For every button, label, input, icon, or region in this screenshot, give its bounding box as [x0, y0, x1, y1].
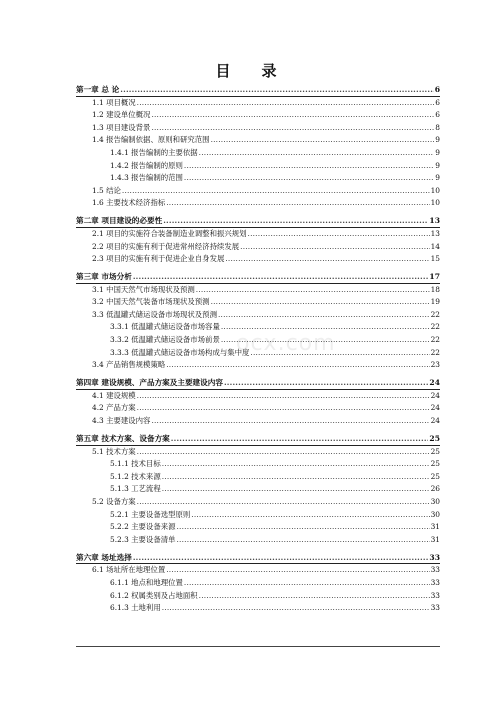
toc-entry-page: 9 [435, 147, 440, 157]
toc-entry-label: 1.4.2 报告编制的原则 [110, 160, 183, 170]
toc-dot-leader [196, 284, 430, 297]
toc-entry[interactable] [76, 296, 440, 309]
toc-entry-label: 3.1 中国天然气市场现状及预测 [92, 284, 195, 294]
toc-entry[interactable] [76, 172, 440, 185]
toc-entry-label: 5.1 技术方案 [92, 446, 136, 456]
toc-entry-label: 3.3 低温罐式储运设备市场现状及预测 [92, 309, 217, 319]
toc-entry-page: 6 [434, 85, 440, 94]
toc-dot-leader [162, 483, 430, 496]
toc-entry-page: 10 [430, 185, 440, 195]
toc-entry-label: 5.1.3 工艺流程 [110, 484, 161, 494]
toc-entry[interactable] [76, 284, 440, 297]
toc-entry-label: 3.3.2 低温罐式储运设备市场前景 [110, 335, 220, 345]
toc-entry[interactable] [76, 334, 440, 347]
toc-entry-label: 1.2 建设单位概况 [92, 110, 151, 120]
toc-entry-label: 5.2 设备方案 [92, 496, 136, 506]
toc-entry-label: 5.1.1 技术目标 [110, 459, 161, 469]
toc-dot-leader [225, 253, 429, 266]
toc-entry-label: 6.1 场址所在地理位置 [92, 565, 166, 575]
toc-entry[interactable] [76, 228, 440, 241]
toc-dot-leader [221, 321, 430, 334]
toc-entry-page: 9 [435, 173, 440, 183]
toc-entry-page: 33 [429, 552, 440, 562]
toc-entry-label: 1.4 报告编制依据、原则和研究范围 [92, 135, 210, 145]
toc-dot-leader [199, 590, 430, 603]
toc-entry-label: 1.1 项目概况 [92, 97, 136, 107]
page-title: 目 录 [215, 62, 285, 80]
toc-dot-leader [162, 602, 430, 615]
toc-entry-label: 2.3 项目的实施有利于促进企业自身发展 [92, 254, 225, 264]
toc-entry[interactable] [76, 134, 440, 147]
toc-entry[interactable] [76, 347, 440, 360]
toc-entry-page: 33 [430, 577, 440, 587]
toc-entry[interactable] [76, 185, 440, 198]
toc-entry-label: 4.2 产品方案 [92, 403, 136, 413]
toc-dot-leader [166, 197, 429, 210]
footer-divider [76, 646, 440, 647]
toc-dot-leader [199, 147, 435, 160]
toc-chapter-entry[interactable] [76, 215, 440, 228]
toc-entry-label: 第五章 技术方案、设备方案 [76, 434, 170, 443]
toc-entry[interactable] [76, 147, 440, 160]
toc-entry[interactable] [76, 160, 440, 173]
toc-entry-page: 25 [430, 471, 440, 481]
toc-dot-leader [137, 402, 430, 415]
toc-entry-label: 1.6 主要技术经济指标 [92, 198, 166, 208]
toc-entry-page: 24 [429, 378, 440, 388]
toc-dot-leader [250, 347, 429, 360]
toc-dot-leader [211, 296, 430, 309]
toc-entry-page: 30 [430, 509, 440, 519]
toc-entry[interactable] [76, 390, 440, 403]
toc-dot-leader [162, 458, 430, 471]
toc-entry-label: 1.5 结论 [92, 185, 121, 195]
toc-entry-page: 31 [430, 522, 440, 532]
toc-entry-page: 25 [430, 446, 440, 456]
toc-entry-page: 13 [429, 216, 440, 226]
toc-chapter-entry[interactable] [76, 552, 440, 565]
toc-dot-leader [151, 122, 434, 135]
toc-dot-leader [184, 577, 430, 590]
toc-entry-page: 33 [430, 603, 440, 613]
toc-entry-label: 第三章 市场分析 [76, 272, 132, 282]
toc-entry[interactable] [76, 483, 440, 496]
toc-entry-label: 1.4.3 报告编制的范围 [110, 173, 183, 183]
toc-entry-page: 6 [435, 97, 440, 107]
toc-dot-leader [211, 134, 435, 147]
toc-dot-leader [166, 359, 429, 372]
toc-entry-page: 13 [430, 228, 440, 238]
toc-entry-label: 4.1 建设规模 [92, 390, 136, 400]
toc-dot-leader [191, 509, 429, 522]
toc-entry-label: 第二章 项目建设的必要性 [76, 216, 163, 226]
toc-dot-leader [137, 446, 430, 459]
toc-entry-label: 4.3 主要建设内容 [92, 416, 151, 426]
toc-entry-label: 5.2.3 主要设备清单 [110, 534, 176, 544]
toc-entry[interactable] [76, 359, 440, 372]
toc-entry-label: 6.1.1 地点和地理位置 [110, 577, 183, 587]
toc-entry-label: 5.2.1 主要设备选型原则 [110, 509, 191, 519]
toc-dot-leader [221, 334, 430, 347]
toc-dot-leader [248, 228, 430, 241]
toc-entry-label: 5.1.2 技术来源 [110, 471, 161, 481]
toc-entry[interactable] [76, 471, 440, 484]
toc-dot-leader [137, 97, 435, 110]
toc-entry-label: 第六章 场址选择 [76, 552, 132, 562]
toc-entry-label: 3.3.1 低温罐式储运设备市场容量 [110, 322, 220, 332]
toc-chapter-entry[interactable] [76, 271, 440, 284]
toc-entry-page: 33 [430, 590, 440, 600]
toc-entry[interactable] [76, 97, 440, 110]
toc-dot-leader [177, 521, 430, 534]
toc-entry[interactable] [76, 197, 440, 210]
toc-entry-page: 22 [430, 309, 440, 319]
toc-entry-page: 25 [430, 459, 440, 469]
toc-entry[interactable] [76, 509, 440, 522]
toc-entry[interactable] [76, 577, 440, 590]
toc-dot-leader [151, 415, 429, 428]
toc-entry-page: 24 [430, 403, 440, 413]
toc-entry[interactable] [76, 521, 440, 534]
toc-entry-page: 19 [430, 297, 440, 307]
toc-dot-leader [177, 534, 430, 547]
toc-entry[interactable] [76, 564, 440, 577]
toc-entry[interactable] [76, 446, 440, 459]
toc-dot-leader [162, 471, 430, 484]
toc-entry-label: 3.4 产品销售规模策略 [92, 360, 166, 370]
toc-entry[interactable] [76, 496, 440, 509]
toc-entry-page: 24 [430, 416, 440, 426]
toc-entry-page: 8 [435, 122, 440, 132]
toc-entry[interactable] [76, 534, 440, 547]
toc-dot-leader [240, 241, 429, 254]
toc-entry[interactable] [76, 590, 440, 603]
toc-entry-page: 33 [430, 565, 440, 575]
toc-dot-leader [184, 172, 434, 185]
toc-entry-page: 15 [430, 254, 440, 264]
toc-entry-label: 1.4.1 报告编制的主要依据 [110, 147, 198, 157]
toc-entry-page: 14 [430, 241, 440, 251]
toc-entry-page: 26 [430, 484, 440, 494]
toc-entry[interactable] [76, 458, 440, 471]
toc-entry-page: 9 [435, 135, 440, 145]
toc-entry[interactable] [76, 321, 440, 334]
toc-entry-page: 18 [430, 284, 440, 294]
table-of-contents [76, 84, 440, 615]
toc-entry-page: 22 [430, 335, 440, 345]
toc-entry-label: 6.1.2 权属类别及占地面积 [110, 590, 198, 600]
toc-entry-page: 9 [435, 160, 440, 170]
toc-entry-label: 6.1.3 土地利用 [110, 603, 161, 613]
toc-entry-page: 6 [435, 110, 440, 120]
toc-entry-page: 30 [430, 496, 440, 506]
toc-dot-leader [137, 496, 430, 509]
toc-dot-leader [151, 109, 434, 122]
toc-entry-page: 17 [429, 272, 440, 282]
toc-chapter-entry[interactable] [76, 377, 440, 390]
toc-dot-leader [184, 160, 434, 173]
toc-entry[interactable] [76, 122, 440, 135]
toc-dot-leader [218, 309, 430, 322]
toc-chapter-entry[interactable] [76, 84, 440, 97]
toc-entry[interactable] [76, 602, 440, 615]
toc-chapter-entry[interactable] [76, 433, 440, 446]
toc-entry-page: 22 [430, 347, 440, 357]
toc-dot-leader [166, 564, 429, 577]
toc-entry-label: 5.2.2 主要设备来源 [110, 522, 176, 532]
toc-entry-label: 3.2 中国天然气装备市场现状及预测 [92, 297, 210, 307]
toc-entry-label: 3.3.3 低温罐式储运设备市场构成与集中度 [110, 347, 250, 357]
toc-entry-page: 31 [430, 534, 440, 544]
toc-entry[interactable] [76, 415, 440, 428]
toc-entry-label: 2.1 项目的实施符合装备制造业调整和振兴规划 [92, 228, 247, 238]
watermark: ocx.com [236, 331, 336, 356]
toc-entry-page: 25 [429, 434, 440, 443]
toc-dot-leader [137, 390, 430, 403]
toc-entry[interactable] [76, 402, 440, 415]
toc-entry-page: 24 [430, 390, 440, 400]
toc-entry[interactable] [76, 241, 440, 254]
toc-entry-label: 第一章 总 论 [76, 85, 120, 94]
toc-entry[interactable] [76, 253, 440, 266]
toc-dot-leader [122, 185, 430, 198]
toc-entry-label: 2.2 项目的实施有利于促进常州经济持续发展 [92, 241, 240, 251]
toc-entry[interactable] [76, 309, 440, 322]
toc-entry-label: 第四章 建设规模、产品方案及主要建设内容 [76, 378, 223, 388]
toc-entry[interactable] [76, 109, 440, 122]
toc-entry-label: 1.3 项目建设背景 [92, 122, 151, 132]
toc-entry-page: 22 [430, 322, 440, 332]
toc-entry-page: 23 [430, 360, 440, 370]
toc-entry-page: 10 [430, 198, 440, 208]
